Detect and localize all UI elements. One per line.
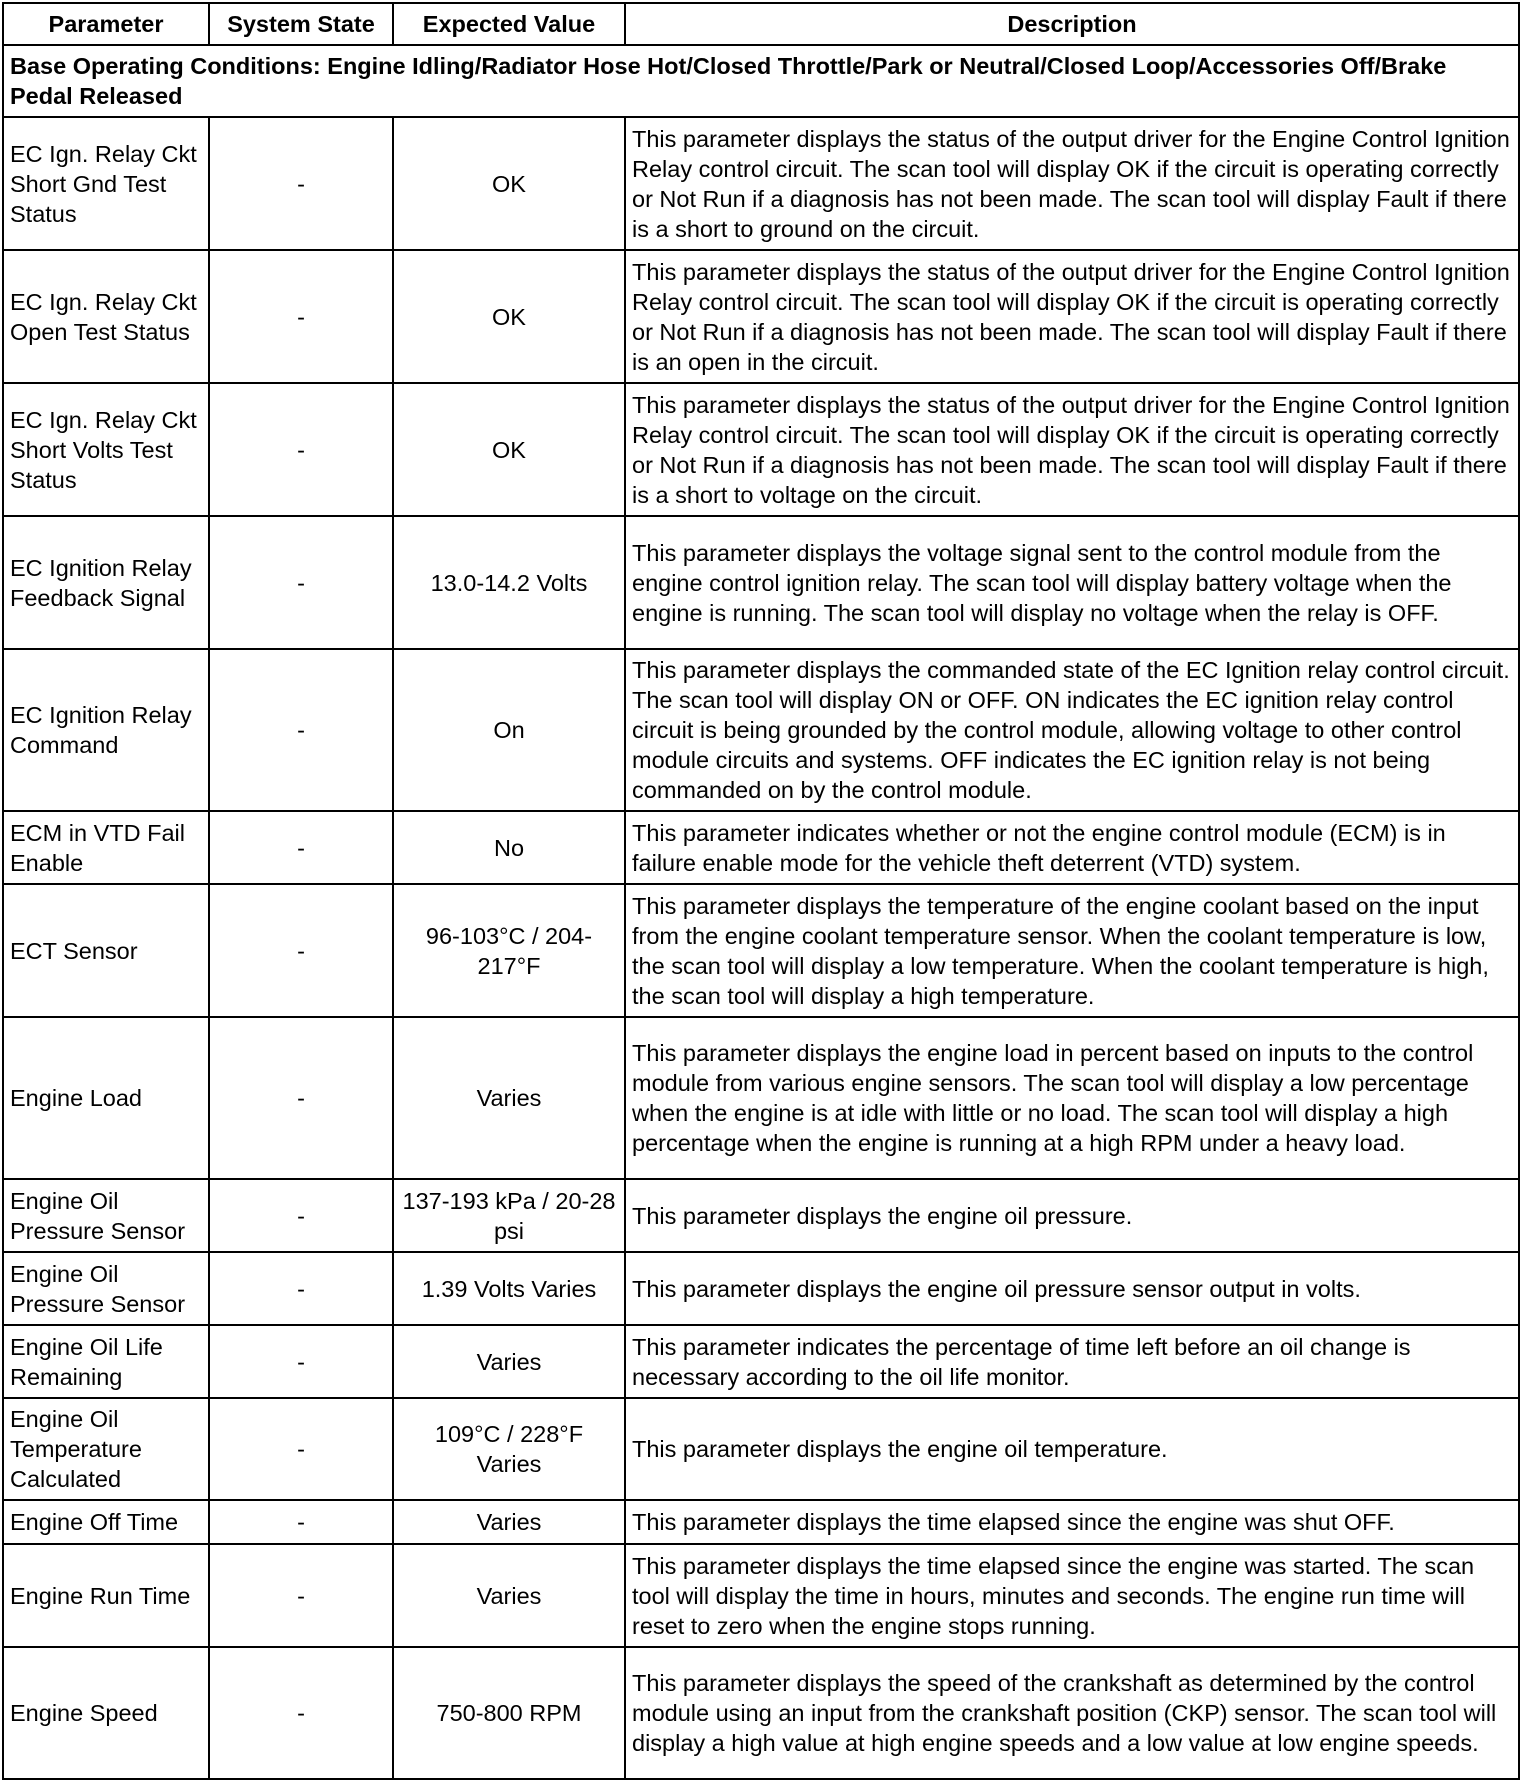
cell-system-state: - [209,884,393,1017]
table-row [3,1179,1519,1252]
cell-parameter: ECM in VTD Fail Enable [3,811,209,884]
table-row [3,811,1519,884]
cell-parameter: EC Ignition Relay Command [3,649,209,811]
cell-system-state: - [209,649,393,811]
cell-description: This parameter displays the voltage signal sent to the control module from the engine control ignition relay. The scan tool will display battery voltage when the engine is running. The scan tool will display no voltage when the relay is OFF. [625,516,1519,649]
cell-description: This parameter displays the temperature of the engine coolant based on the input from the engine coolant temperature sensor. When the coolant temperature is low, the scan tool will display a low temperature. When the coolant temperature is high, the scan tool will display a high temperature. [625,884,1519,1017]
cell-description: This parameter displays the engine load in percent based on inputs to the control module from various engine sensors. The scan tool will display a low percentage when the engine is at idle with little or no load. The scan tool will display a high percentage when the engine is running at a high RPM under a heavy load. [625,1017,1519,1179]
header-parameter: Parameter [3,3,209,45]
base-operating-conditions: Base Operating Conditions: Engine Idling/Radiator Hose Hot/Closed Throttle/Park or Neutral/Closed Loop/Accessories Off/Brake Pedal Released [3,45,1519,117]
cell-expected-value: OK [393,250,625,383]
cell-parameter: Engine Oil Temperature Calculated [3,1398,209,1500]
cell-description: This parameter displays the status of the output driver for the Engine Control Ignition Relay control circuit. The scan tool will display OK if the circuit is operating correctly or Not Run if a diagnosis has not been made. The scan tool will display Fault if there is a short to voltage on the circuit. [625,383,1519,516]
cell-system-state: - [209,516,393,649]
cell-expected-value: No [393,811,625,884]
cell-expected-value: Varies [393,1325,625,1398]
cell-system-state: - [209,1325,393,1398]
cell-system-state: - [209,117,393,250]
cell-expected-value: 137-193 kPa / 20-28 psi [393,1179,625,1252]
table-header-row [3,3,1519,45]
cell-description: This parameter displays the time elapsed since the engine was shut OFF. [625,1500,1519,1544]
table-row [3,117,1519,250]
table-row [3,250,1519,383]
cell-description: This parameter displays the engine oil pressure. [625,1179,1519,1252]
cell-expected-value: OK [393,383,625,516]
cell-parameter: EC Ign. Relay Ckt Short Volts Test Status [3,383,209,516]
cell-parameter: Engine Off Time [3,1500,209,1544]
cell-description: This parameter displays the time elapsed since the engine was started. The scan tool will display the time in hours, minutes and seconds. The engine run time will reset to zero when the engine stops running. [625,1544,1519,1647]
cell-expected-value: 13.0-14.2 Volts [393,516,625,649]
cell-parameter: EC Ign. Relay Ckt Short Gnd Test Status [3,117,209,250]
cell-parameter: ECT Sensor [3,884,209,1017]
table-row [3,649,1519,811]
cell-expected-value: 1.39 Volts Varies [393,1252,625,1325]
cell-parameter: EC Ign. Relay Ckt Open Test Status [3,250,209,383]
table-row [3,1398,1519,1500]
cell-description: This parameter displays the engine oil temperature. [625,1398,1519,1500]
cell-description: This parameter displays the status of the output driver for the Engine Control Ignition Relay control circuit. The scan tool will display OK if the circuit is operating correctly or Not Run if a diagnosis has not been made. The scan tool will display Fault if there is a short to ground on the circuit. [625,117,1519,250]
cell-system-state: - [209,383,393,516]
cell-parameter: Engine Load [3,1017,209,1179]
cell-description: This parameter displays the commanded state of the EC Ignition relay control circuit. The scan tool will display ON or OFF. ON indicates the EC ignition relay control circuit is being grounded by the control module, allowing voltage to other control module circuits and systems. OFF indicates the EC ignition relay is not being commanded on by the control module. [625,649,1519,811]
cell-system-state: - [209,1017,393,1179]
cell-parameter: Engine Oil Pressure Sensor [3,1179,209,1252]
cell-expected-value: Varies [393,1017,625,1179]
cell-expected-value: 109°C / 228°F Varies [393,1398,625,1500]
header-description: Description [625,3,1519,45]
parameter-table [2,2,1520,1780]
conditions-row [3,45,1519,117]
cell-description: This parameter indicates the percentage of time left before an oil change is necessary according to the oil life monitor. [625,1325,1519,1398]
cell-description: This parameter displays the status of the output driver for the Engine Control Ignition Relay control circuit. The scan tool will display OK if the circuit is operating correctly or Not Run if a diagnosis has not been made. The scan tool will display Fault if there is an open in the circuit. [625,250,1519,383]
cell-parameter: Engine Run Time [3,1544,209,1647]
table-row [3,383,1519,516]
cell-expected-value: On [393,649,625,811]
table-row [3,884,1519,1017]
table-row [3,516,1519,649]
cell-system-state: - [209,1179,393,1252]
cell-expected-value: OK [393,117,625,250]
cell-expected-value: 750-800 RPM [393,1647,625,1779]
cell-parameter: EC Ignition Relay Feedback Signal [3,516,209,649]
header-system-state: System State [209,3,393,45]
cell-system-state: - [209,1398,393,1500]
cell-expected-value: Varies [393,1500,625,1544]
cell-parameter: Engine Oil Pressure Sensor [3,1252,209,1325]
cell-system-state: - [209,811,393,884]
table-row [3,1647,1519,1779]
table-row [3,1017,1519,1179]
cell-expected-value: Varies [393,1544,625,1647]
table-row [3,1325,1519,1398]
cell-parameter: Engine Speed [3,1647,209,1779]
cell-system-state: - [209,1647,393,1779]
cell-expected-value: 96-103°C / 204-217°F [393,884,625,1017]
cell-system-state: - [209,1252,393,1325]
cell-description: This parameter indicates whether or not the engine control module (ECM) is in failure enable mode for the vehicle theft deterrent (VTD) system. [625,811,1519,884]
table-row [3,1544,1519,1647]
cell-system-state: - [209,1544,393,1647]
cell-system-state: - [209,1500,393,1544]
cell-system-state: - [209,250,393,383]
table-row [3,1500,1519,1544]
cell-parameter: Engine Oil Life Remaining [3,1325,209,1398]
cell-description: This parameter displays the engine oil pressure sensor output in volts. [625,1252,1519,1325]
table-row [3,1252,1519,1325]
cell-description: This parameter displays the speed of the crankshaft as determined by the control module using an input from the crankshaft position (CKP) sensor. The scan tool will display a high value at high engine speeds and a low value at low engine speeds. [625,1647,1519,1779]
header-expected-value: Expected Value [393,3,625,45]
